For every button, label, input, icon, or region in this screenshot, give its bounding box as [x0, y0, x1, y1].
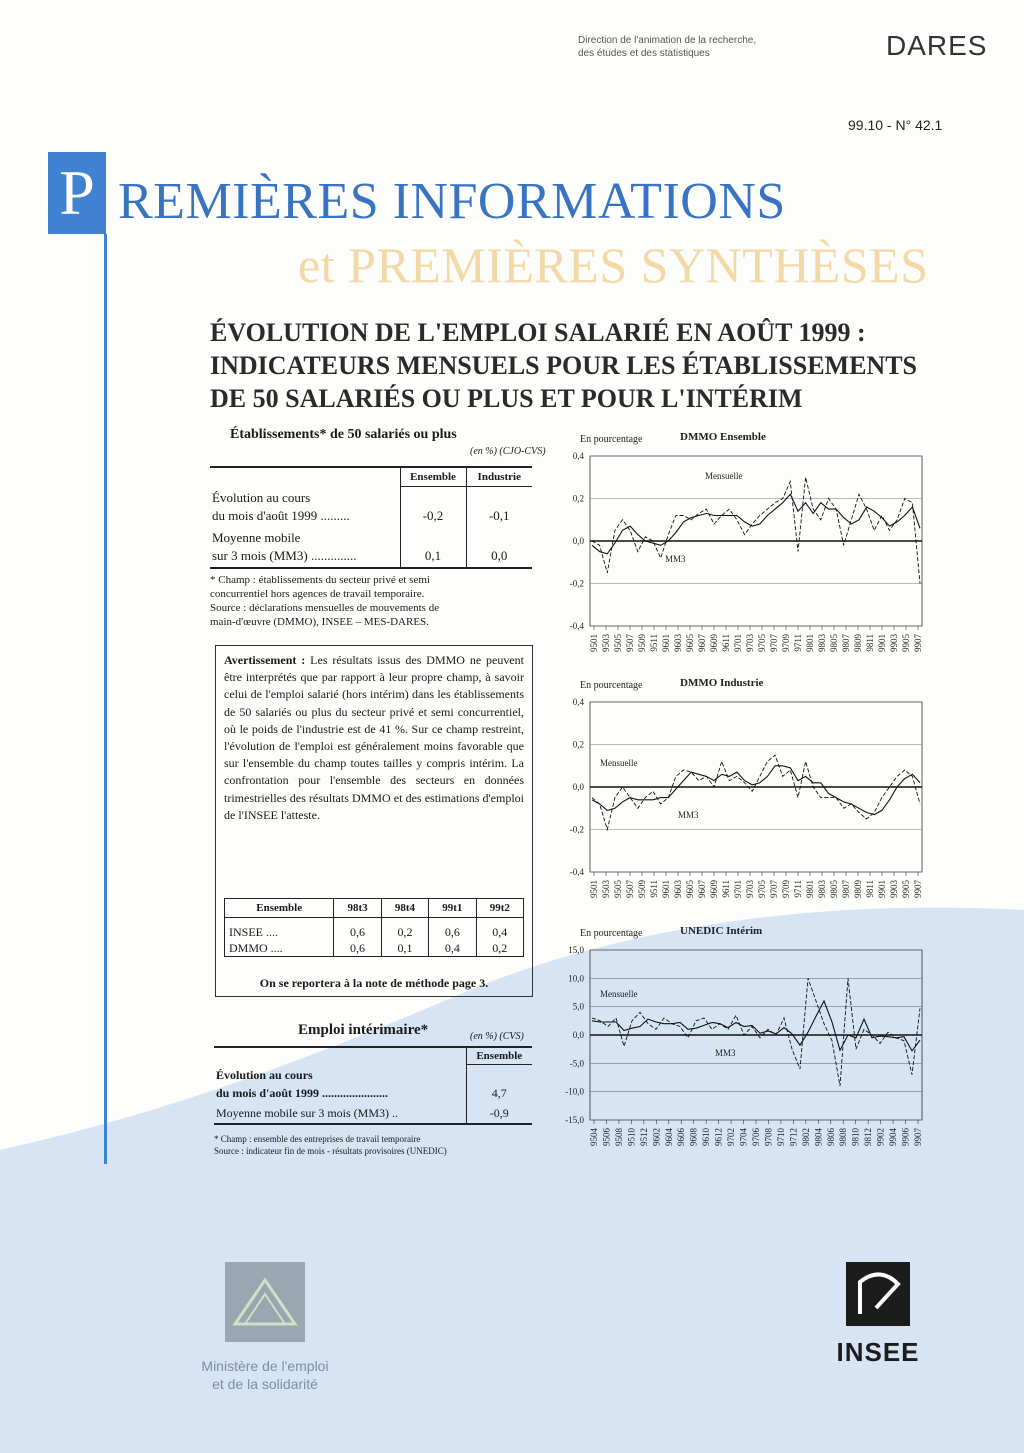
x-tick-label: 9810 [850, 1128, 861, 1146]
interim-table [214, 1046, 532, 1125]
article-title-line: INDICATEURS MENSUELS POUR LES ÉTABLISSEMENTS [210, 351, 918, 380]
article-title-line: ÉVOLUTION DE L'EMPLOI SALARIÉ EN AOÛT 1999 : [210, 318, 866, 347]
issue-number: 99.10 - N° 42.1 [848, 117, 943, 133]
y-tick-label: -15,0 [565, 1115, 584, 1125]
x-tick-label: 9802 [800, 1128, 811, 1146]
x-tick-label: 9907 [913, 1128, 923, 1146]
x-tick-label: 9712 [788, 1128, 799, 1146]
x-tick-label: 9807 [841, 880, 851, 898]
article-title-line: DE 50 SALARIÉS OU PLUS ET POUR L'INTÉRIM [210, 384, 803, 413]
x-tick-label: 9812 [863, 1128, 874, 1146]
x-tick-label: 9905 [901, 880, 911, 898]
x-tick-label: 9701 [733, 880, 743, 898]
y-tick-label: -0,4 [569, 867, 584, 877]
table-row: Évolution au cours du mois d'août 1999 ...................... 4,7 [214, 1065, 532, 1103]
insee-wordmark: INSEE [836, 1337, 920, 1367]
table3-notes: * Champ : ensemble des entreprises de travail temporaire Source : indicateur fin de mois - résultats provisoires (UNEDIC) [214, 1134, 447, 1156]
x-tick-label: 9907 [913, 880, 923, 898]
series-initial-box: P [48, 152, 106, 234]
x-tick-label: 9703 [745, 880, 755, 898]
agency-short-name: DARES [886, 30, 988, 61]
x-tick-label: 9811 [865, 880, 875, 898]
x-tick-label: 9806 [825, 1128, 836, 1146]
x-tick-label: 9605 [685, 634, 695, 652]
x-tick-label: 9605 [685, 880, 695, 898]
y-tick-label: 0,0 [572, 782, 584, 792]
series-annotation: Mensuelle [600, 989, 638, 999]
x-tick-label: 9709 [781, 880, 791, 898]
ministry-logo [180, 1262, 350, 1393]
blue-vertical-rule [104, 234, 107, 1164]
x-tick-label: 9504 [589, 1128, 599, 1146]
x-tick-label: 9612 [713, 1128, 724, 1146]
x-tick-label: 9608 [688, 1128, 699, 1146]
x-tick-label: 9704 [738, 1128, 749, 1146]
x-tick-label: 9705 [757, 634, 767, 652]
table1-col-ensemble: Ensemble [400, 467, 466, 487]
x-tick-label: 9809 [853, 880, 863, 898]
series-title-line1: REMIÈRES INFORMATIONS [118, 173, 786, 230]
chart-title: DMMO Industrie [680, 677, 764, 689]
x-tick-label: 9805 [829, 880, 839, 898]
insee-logo [826, 1262, 930, 1368]
x-tick-label: 9811 [865, 634, 875, 652]
x-tick-label: 9711 [793, 634, 803, 652]
x-tick-label: 9709 [781, 634, 791, 652]
chart-unedic-interim [550, 920, 930, 1160]
chart-dmmo-industrie [550, 672, 930, 912]
x-tick-label: 9503 [601, 880, 611, 898]
insee-dmmo-table: Ensemble 98t3 98t4 99t1 99t2 INSEE .... 0,6 0,2 0,6 0,4 DMMO .... 0,6 0,1 0,4 0,2 [224, 898, 524, 957]
x-tick-label: 9702 [726, 1128, 737, 1146]
series-annotation: MM3 [678, 810, 699, 820]
warning-text: Les résultats issus des DMMO ne peuvent être interprétés que par rapport à leur propre champ, à savoir celui de l'emploi salarié (hors intérim) dans les établissements de 50 salariés ou plus du secteur privé et semi concurrentiel, où le poids de l'industrie est de 41 %. Sur ce champ restreint, l'évolution de l'emploi est généralement moins favorable que sur l'ensemble du champ toutes tailles y compris intérim. La confrontation pour l'ensemble des secteurs en données trimestrielles des résultats DMMO et des estimations d'emploi de l'INSEE l'atteste. [224, 653, 524, 822]
series-annotation: MM3 [715, 1048, 736, 1058]
table-row: Moyenne mobile sur 3 mois (MM3) .............. 0,1 0,0 [210, 527, 532, 568]
y-tick-label: 5,0 [572, 1001, 584, 1012]
x-tick-label: 9708 [763, 1128, 774, 1146]
x-tick-label: 9507 [625, 880, 635, 898]
chart-title: DMMO Ensemble [680, 431, 766, 443]
x-tick-label: 9705 [757, 880, 767, 898]
x-tick-label: 9903 [889, 634, 899, 652]
x-tick-label: 9509 [637, 634, 647, 652]
x-tick-label: 9611 [721, 880, 731, 898]
x-tick-label: 9601 [661, 880, 671, 898]
table1-title: Établissements* de 50 salariés ou plus [230, 427, 457, 442]
x-tick-label: 9907 [913, 634, 923, 652]
x-tick-label: 9511 [649, 634, 659, 652]
table-row: INSEE .... 0,6 0,2 0,6 0,4 [225, 918, 524, 941]
x-tick-label: 9609 [709, 634, 719, 652]
x-tick-label: 9703 [745, 634, 755, 652]
y-tick-label: -0,2 [569, 824, 584, 835]
warning-footer: On se reportera à la note de méthode page 3. [259, 976, 489, 990]
table-row: Évolution au cours du mois d'août 1999 ......... -0,2 -0,1 [210, 487, 532, 527]
x-tick-label: 9905 [901, 634, 911, 652]
x-tick-label: 9803 [817, 634, 827, 652]
table3-title: Emploi intérimaire* [298, 1022, 429, 1038]
series-line-mm3 [592, 766, 920, 815]
x-tick-label: 9906 [900, 1128, 911, 1146]
y-tick-label: -0,4 [569, 621, 584, 631]
table1-col-industrie: Industrie [466, 467, 532, 487]
series-line-mensuelle [592, 755, 920, 829]
series-annotation: Mensuelle [705, 471, 743, 481]
x-tick-label: 9503 [601, 634, 611, 652]
x-tick-label: 9501 [589, 880, 599, 898]
y-tick-label: 0,4 [572, 451, 584, 461]
y-tick-label: -5,0 [569, 1058, 584, 1069]
y-tick-label: -0,2 [569, 578, 584, 589]
x-tick-label: 9505 [613, 634, 623, 652]
x-tick-label: 9501 [589, 634, 599, 652]
ministry-name-line: et de la solidarité [212, 1376, 318, 1392]
table-row: DMMO .... 0,6 0,1 0,4 0,2 [225, 940, 524, 957]
x-tick-label: 9901 [877, 634, 887, 652]
chart-dmmo-ensemble [550, 426, 930, 666]
x-tick-label: 9801 [805, 634, 815, 652]
x-tick-label: 9707 [769, 880, 779, 898]
series-line-mensuelle [592, 978, 920, 1086]
ministry-emblem-icon [225, 1262, 305, 1342]
insee-emblem-icon [846, 1262, 910, 1326]
ministry-name-line: Ministère de l'emploi [201, 1358, 329, 1374]
series-line-mm3 [592, 494, 920, 554]
x-tick-label: 9606 [676, 1128, 687, 1146]
series-annotation: Mensuelle [600, 758, 638, 768]
x-tick-label: 9511 [649, 880, 659, 898]
table1-unit: (en %) (CJO-CVS) [470, 446, 546, 457]
series-line-mensuelle [592, 477, 920, 583]
x-tick-label: 9801 [805, 880, 815, 898]
x-tick-label: 9903 [889, 880, 899, 898]
x-tick-label: 9710 [775, 1128, 786, 1146]
x-tick-label: 9508 [613, 1128, 624, 1146]
chart-unit-label: En pourcentage [580, 680, 643, 691]
x-tick-label: 9707 [769, 634, 779, 652]
x-tick-label: 9603 [673, 634, 683, 652]
x-tick-label: 9607 [697, 880, 707, 898]
y-tick-label: 0,2 [572, 493, 584, 504]
y-tick-label: 0,4 [572, 697, 584, 707]
x-tick-label: 9706 [751, 1128, 761, 1146]
chart-unit-label: En pourcentage [580, 928, 643, 939]
x-tick-label: 9809 [853, 634, 863, 652]
x-tick-label: 9807 [841, 634, 851, 652]
y-tick-label: 0,2 [572, 739, 584, 750]
y-tick-label: 0,0 [572, 536, 584, 546]
x-tick-label: 9701 [733, 634, 743, 652]
y-tick-label: 10,0 [568, 973, 584, 984]
x-tick-label: 9805 [829, 634, 839, 652]
x-tick-label: 9808 [838, 1128, 849, 1146]
x-tick-label: 9602 [651, 1128, 662, 1146]
x-tick-label: 9604 [663, 1128, 674, 1146]
series-title-line2: et PREMIÈRES SYNTHÈSES [298, 237, 929, 293]
warning-lead: Avertissement : [224, 653, 306, 667]
y-tick-label: 0,0 [572, 1030, 584, 1040]
establishments-table [210, 466, 532, 569]
x-tick-label: 9609 [709, 880, 719, 898]
series-line-mm3 [592, 1001, 920, 1051]
table-row: Moyenne mobile sur 3 mois (MM3) .. -0,9 [214, 1103, 532, 1124]
y-tick-label: 15,0 [568, 945, 584, 955]
table3-col-ensemble: Ensemble [466, 1047, 532, 1065]
x-tick-label: 9902 [875, 1128, 886, 1146]
x-tick-label: 9610 [701, 1128, 712, 1146]
x-tick-label: 9803 [817, 880, 827, 898]
x-tick-label: 9510 [626, 1128, 637, 1146]
article-title [210, 316, 990, 415]
x-tick-label: 9505 [613, 880, 623, 898]
agency-name: Direction de l'animation de la recherche, des études et des statistiques [578, 35, 757, 59]
x-tick-label: 9507 [625, 634, 635, 652]
x-tick-label: 9512 [638, 1128, 649, 1146]
x-tick-label: 9601 [661, 634, 671, 652]
table3-unit: (en %) (CVS) [470, 1031, 524, 1042]
table1-notes: * Champ : établissements du secteur privé et semi concurrentiel hors agences de travail temporaire. Source : déclarations mensuelles de mouvements de main-d'œuvre (DMMO), INSEE – MES-DARES. [210, 574, 440, 628]
y-tick-label: -10,0 [565, 1086, 584, 1097]
x-tick-label: 9506 [601, 1128, 612, 1146]
x-tick-label: 9603 [673, 880, 683, 898]
x-tick-label: 9607 [697, 634, 707, 652]
x-tick-label: 9904 [888, 1128, 899, 1146]
x-tick-label: 9611 [721, 634, 731, 652]
x-tick-label: 9804 [813, 1128, 824, 1146]
x-tick-label: 9509 [637, 880, 647, 898]
x-tick-label: 9901 [877, 880, 887, 898]
series-annotation: MM3 [665, 554, 686, 564]
chart-title: UNEDIC Intérim [680, 925, 763, 937]
chart-unit-label: En pourcentage [580, 434, 643, 445]
x-tick-label: 9711 [793, 880, 803, 898]
